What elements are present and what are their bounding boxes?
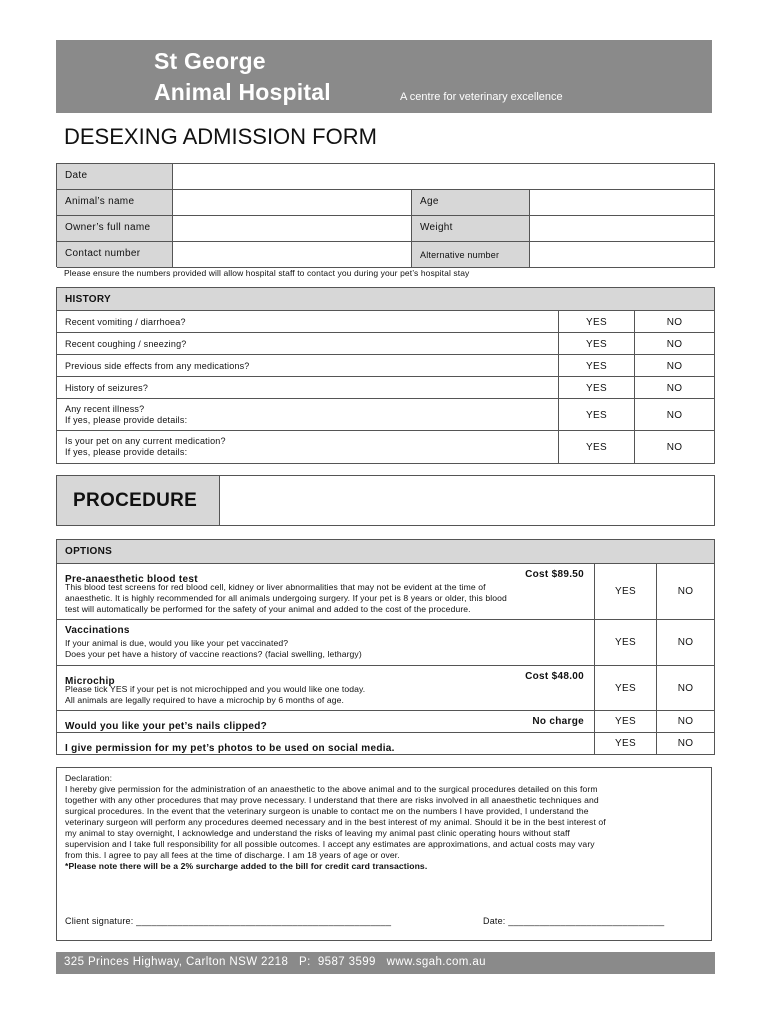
history-question: Previous side effects from any medications? (57, 355, 559, 377)
client-signature-line[interactable]: _________________________________________________ (136, 916, 392, 926)
procedure-box (56, 475, 715, 526)
microchip-option: Microchip Cost $48.00 Please tick YES if your pet is not microchipped and you would like one today. All animals are legally required to have a microchip by 6 months of age. (57, 666, 595, 711)
blood-test-yes-option[interactable]: YES (595, 564, 657, 620)
photos-option (57, 733, 595, 755)
alternative-number-field[interactable] (530, 242, 715, 268)
history-no-option[interactable]: NO (635, 355, 715, 377)
client-signature-row[interactable] (65, 916, 391, 926)
brand-name-line1: St George (154, 48, 266, 74)
weight-label: Weight (412, 216, 530, 242)
history-yes-option[interactable]: YES (559, 431, 635, 464)
owner-name-label: Owner’s full name (57, 216, 173, 242)
blood-test-option: Pre-anaesthetic blood test Cost $89.50 This blood test screens for red blood cell, kidney or liver abnormalities that may not be evident at the time of anaesthetic. It is highly recommended for all animals undergoing surgery. If your pet is 8 years or older, this blood test will automatically be performed for the safety of your animal and added to the cost of the procedure. (57, 564, 595, 620)
blood-test-no-option[interactable]: NO (657, 564, 715, 620)
history-question: Any recent illness? If yes, please provide details: (57, 399, 559, 431)
procedure-field[interactable] (220, 476, 715, 526)
declaration-line: surgical procedures. In the event that the veterinary surgeon is unable to contact me on the numbers I have provided, I understand the (65, 806, 589, 816)
animal-name-label: Animal’s name (57, 190, 173, 216)
options-table (56, 539, 715, 755)
vaccinations-yes-option[interactable]: YES (595, 620, 657, 666)
history-no-option[interactable]: NO (635, 333, 715, 355)
contact-number-field[interactable] (173, 242, 412, 268)
declaration-line: my animal to stay overnight, I acknowledge and understand the risks of leaving my animal past clinic operating hours without staff (65, 828, 570, 838)
history-yes-option[interactable]: YES (559, 333, 635, 355)
history-question: Recent vomiting / diarrhoea? (57, 311, 559, 333)
history-no-option[interactable]: NO (635, 377, 715, 399)
history-yes-option[interactable]: YES (559, 377, 635, 399)
brand-name-line2: Animal Hospital (154, 79, 331, 105)
procedure-label: PROCEDURE (57, 476, 220, 526)
photos-no-option[interactable]: NO (657, 733, 715, 755)
history-heading: HISTORY (57, 288, 715, 311)
nails-cost: No charge (532, 716, 584, 727)
history-yes-option[interactable]: YES (559, 311, 635, 333)
history-question: Recent coughing / sneezing? (57, 333, 559, 355)
declaration-line: I hereby give permission for the administration of an anaesthetic to the above animal and to the surgical procedures detailed on this form (65, 784, 598, 794)
photos-title: I give permission for my pet’s photos to be used on social media. (65, 743, 395, 754)
surcharge-note: *Please note there will be a 2% surcharge added to the bill for credit card transactions. (65, 861, 428, 871)
owner-name-field[interactable] (173, 216, 412, 242)
declaration-date-label: Date: (483, 916, 509, 926)
weight-field[interactable] (530, 216, 715, 242)
contact-number-label: Contact number (57, 242, 173, 268)
microchip-cost: Cost $48.00 (525, 671, 584, 682)
age-label: Age (412, 190, 530, 216)
client-signature-label: Client signature: (65, 916, 137, 926)
blood-test-title: Pre-anaesthetic blood test (65, 574, 198, 585)
microchip-yes-option[interactable]: YES (595, 666, 657, 711)
declaration-line: veterinary surgeon will perform any procedures deemed necessary and in the best interest of my animal. Should it be in the best interest of (65, 817, 606, 827)
age-field[interactable] (530, 190, 715, 216)
history-yes-option[interactable]: YES (559, 355, 635, 377)
declaration-date-row[interactable] (483, 916, 664, 926)
declaration-box (56, 767, 712, 941)
contact-note: Please ensure the numbers provided will allow hospital staff to contact you during your pet’s hospital stay (64, 268, 470, 278)
form-title: DESEXING ADMISSION FORM (64, 124, 377, 149)
history-no-option[interactable]: NO (635, 431, 715, 464)
nails-yes-option[interactable]: YES (595, 711, 657, 733)
date-field[interactable] (173, 164, 715, 190)
history-no-option[interactable]: NO (635, 311, 715, 333)
declaration-line: supervision and I take full responsibility for all possible outcomes. I accept any estimates are approximations, and actual costs may vary (65, 839, 595, 849)
blood-test-cost: Cost $89.50 (525, 569, 584, 580)
declaration-date-line[interactable]: ______________________________ (508, 916, 665, 926)
declaration-line: together with any other procedures that may prove necessary. I understand that there are risks involved in all anaesthetic techniques and (65, 795, 599, 805)
history-question: History of seizures? (57, 377, 559, 399)
microchip-title: Microchip (65, 676, 115, 687)
history-no-option[interactable]: NO (635, 399, 715, 431)
options-heading: OPTIONS (57, 540, 715, 564)
microchip-no-option[interactable]: NO (657, 666, 715, 711)
nails-no-option[interactable]: NO (657, 711, 715, 733)
animal-name-field[interactable] (173, 190, 412, 216)
nails-option (57, 711, 595, 733)
brand-tagline: A centre for veterinary excellence (400, 91, 563, 103)
vaccinations-title: Vaccinations (65, 625, 130, 636)
history-table (56, 287, 715, 464)
history-yes-option[interactable]: YES (559, 399, 635, 431)
declaration-line: from this. I agree to pay all fees at the time of discharge. I am 18 years of age or over. (65, 850, 400, 860)
vaccinations-no-option[interactable]: NO (657, 620, 715, 666)
vaccinations-option: Vaccinations If your animal is due, would you like your pet vaccinated? Does your pet have a history of vaccine reactions? (facial swelling, lethargy) (57, 620, 595, 666)
date-label: Date (57, 164, 173, 190)
photos-yes-option[interactable]: YES (595, 733, 657, 755)
details-table (56, 163, 715, 267)
history-question: Is your pet on any current medication? If yes, please provide details: (57, 431, 559, 464)
alternative-number-label: Alternative number (412, 242, 530, 268)
footer-contact: 325 Princes Highway, Carlton NSW 2218 P: 9587 3599 www.sgah.com.au (64, 956, 486, 968)
nails-title: Would you like your pet’s nails clipped? (65, 721, 268, 732)
declaration-heading: Declaration: (65, 773, 113, 783)
